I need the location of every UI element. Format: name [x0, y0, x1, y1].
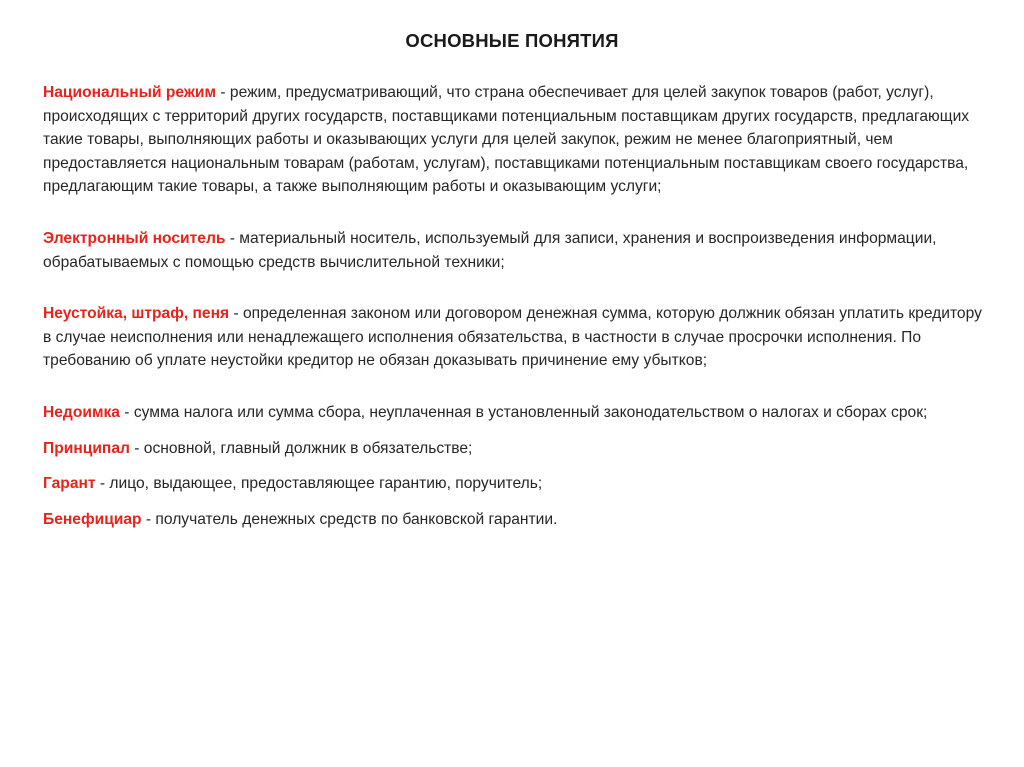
definition-beneficiary	[43, 508, 993, 532]
definition-electronic-medium	[43, 227, 993, 274]
definition-penalty	[43, 302, 993, 373]
definition-term: Гарант	[43, 475, 96, 493]
definition-term: Принципал	[43, 439, 130, 457]
definition-principal	[43, 437, 993, 461]
definition-text: - основной, главный должник в обязательстве;	[129, 439, 473, 457]
definition-term: Неустойка, штраф, пеня	[43, 305, 230, 323]
definition-text: - режим, предусматривающий, что страна обеспечивает для целей закупок товаров (работ, услуг), происходящих с территорий других государств, поставщиками потенциальным поставщикам других государств, предлагающих такие товары, выполняющих работы и оказывающих услуги для целей закупок, режим не менее благоприятный, чем предоставляется национальным товарам (работам, услугам), поставщиками потенциальным поставщикам своего государства, предлагающим такие товары, а также выполняющим работы и оказывающим услуги;	[43, 84, 970, 196]
definition-guarantor	[43, 472, 993, 496]
definition-term: Национальный режим	[43, 84, 217, 101]
definition-text: - материальный носитель, используемый для записи, хранения и воспроизведения информации, обрабатываемых с помощью средств вычислительной техники;	[43, 229, 937, 271]
definition-text: - сумма налога или сумма сбора, неуплаченная в установленный законодательством о налогах и сборах срок;	[119, 403, 928, 421]
definition-text: - получатель денежных средств по банковской гарантии.	[141, 510, 558, 528]
definition-term: Бенефициар	[43, 510, 142, 528]
page-title: ОСНОВНЫЕ ПОНЯТИЯ	[405, 30, 619, 51]
definition-arrears	[43, 401, 993, 425]
definition-text: - определенная законом или договором денежная сумма, которую должник обязан уплатить кредитору в случае неисполнения или ненадлежащего исполнения обязательства, в частности в случае просрочки исполнения. По требованию об уплате неустойки кредитор не обязан доказывать причинение ему убытков;	[43, 305, 982, 370]
definition-national-regime	[43, 81, 993, 199]
definitions-list	[43, 81, 993, 531]
definition-term: Недоимка	[43, 403, 120, 421]
definition-term: Электронный носитель	[43, 229, 226, 247]
definition-text: - лицо, выдающее, предоставляющее гарантию, поручитель;	[95, 475, 543, 493]
